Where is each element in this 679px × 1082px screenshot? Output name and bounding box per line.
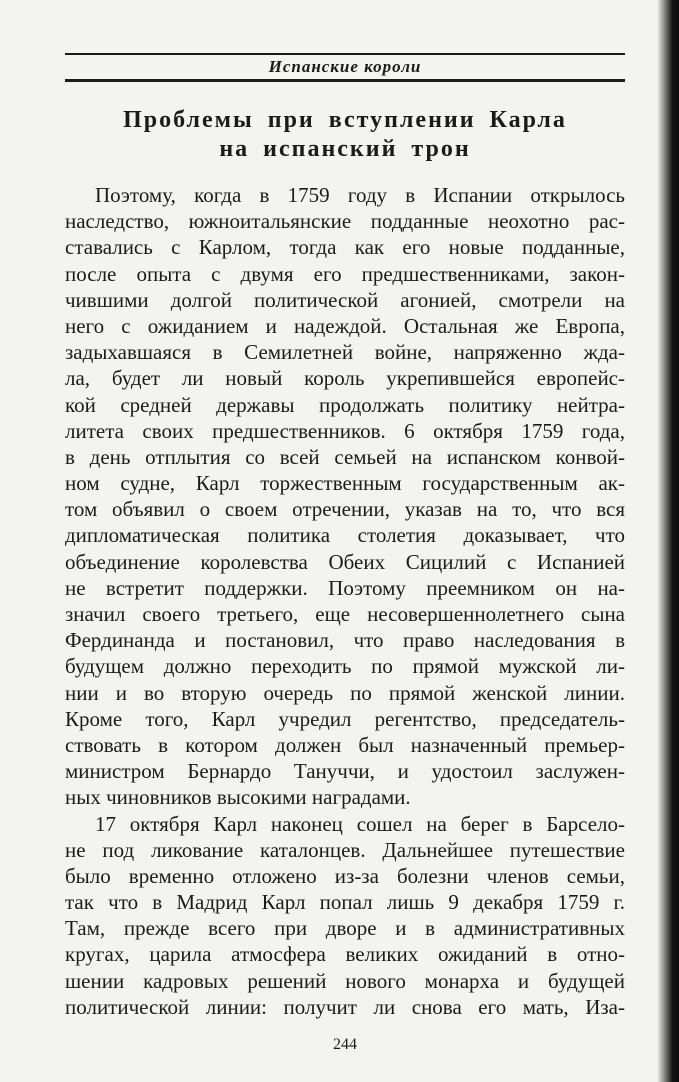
text-line: кругах, царила атмосфера великих ожиданий в отно- xyxy=(65,942,625,967)
page-number: 244 xyxy=(333,1036,357,1053)
text-line: кой средней державы продолжать политику нейтра- xyxy=(65,392,625,417)
text-line: значил своего третьего, еще несовершеннолетнего сына xyxy=(65,602,625,626)
text-line: ставались с Карлом, тогда как его новые подданные, xyxy=(65,235,625,260)
text-line: министром Бернардо Тануччи, и удостоил заслужен- xyxy=(65,759,625,784)
text-line: не встретит поддержки. Поэтому преемником он на- xyxy=(65,575,625,600)
chapter-title-line: на испанский трон xyxy=(219,136,471,162)
text-line: ствовать в котором должен был назначенный премьер- xyxy=(65,732,625,757)
text-line: было временно отложено из-за болезни членов семьи, xyxy=(65,863,625,888)
text-line: ном судне, Карл торжественным государственным ак- xyxy=(65,471,625,496)
text-line: Поэтому, когда в 1759 году в Испании открылось xyxy=(95,183,625,207)
text-line: чившими долгой политической агонией, смотрели на xyxy=(65,287,625,312)
chapter-title-line: Проблемы при вступлении Карла xyxy=(123,107,567,133)
text-line: Кроме того, Карл учредил регентство, председатель- xyxy=(65,706,625,731)
text-line: Фердинанда и постановил, что право наследования в xyxy=(65,628,625,653)
text-line: будущем должно переходить по прямой мужской ли- xyxy=(65,654,625,679)
chapter-title xyxy=(65,106,625,164)
text-line: задыхавшаяся в Семилетней войне, напряженно жда- xyxy=(65,340,625,365)
text-line: нии и во вторую очередь по прямой женской линии. xyxy=(65,680,625,705)
text-line: объединение королевства Обеих Сицилий с Испанией xyxy=(65,549,625,574)
scan-edge-shadow xyxy=(657,0,679,1082)
text-line: том объявил о своем отречении, указав на то, что вся xyxy=(65,497,625,522)
text-line: так что в Мадрид Карл попал лишь 9 декабря 1759 г. xyxy=(65,890,625,915)
text-line: не под ликование каталонцев. Дальнейшее путешествие xyxy=(65,837,625,862)
running-title: Испанские короли xyxy=(268,57,422,76)
text-line: ла, будет ли новый король укрепившейся европейс- xyxy=(65,366,625,391)
text-line: политической линии: получит ли снова его мать, Иза- xyxy=(65,994,625,1019)
text-line: после опыта с двумя его предшественниками, закон- xyxy=(65,261,625,286)
running-header xyxy=(65,53,625,82)
text-line: дипломатическая политика столетия доказывает, что xyxy=(65,523,625,548)
body-text xyxy=(65,182,625,1020)
text-line: литета своих предшественников. 6 октября 1759 года, xyxy=(65,418,625,443)
text-line: Там, прежде всего при дворе и в административных xyxy=(65,916,625,941)
text-line: шении кадровых решений нового монарха и будущей xyxy=(65,968,625,993)
text-line: в день отплытия со всей семьей на испанском конвой- xyxy=(65,444,625,469)
paragraph xyxy=(65,182,625,811)
text-line: него с ожиданием и надеждой. Остальная же Европа, xyxy=(65,313,625,338)
text-line: 17 октября Карл наконец сошел на берег в Барсело- xyxy=(95,811,625,836)
text-line: наследство, южноитальянские подданные неохотно рас- xyxy=(65,209,625,234)
paragraph xyxy=(65,811,625,1021)
text-line: ных чиновников высокими наградами. xyxy=(65,785,411,810)
